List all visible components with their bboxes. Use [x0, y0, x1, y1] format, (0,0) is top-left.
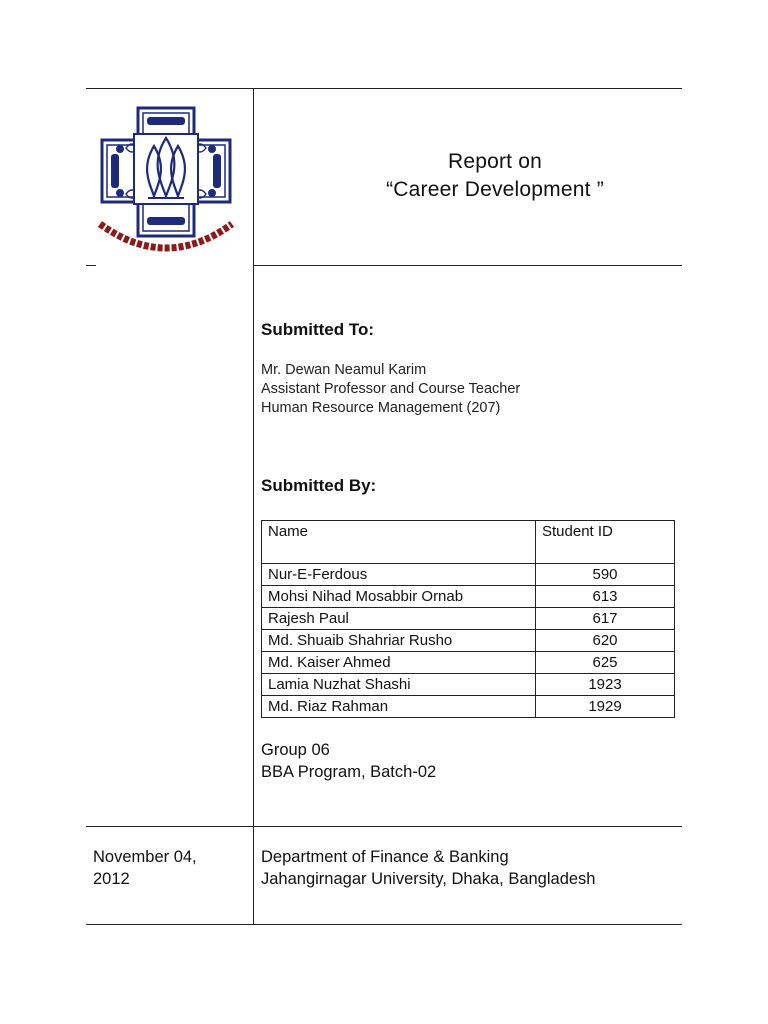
report-title-line1: Report on — [447, 150, 543, 173]
table-row — [262, 630, 675, 652]
student-id: 620 — [536, 630, 675, 652]
student-id: 617 — [536, 608, 675, 630]
name-column-header: Name — [262, 521, 536, 564]
submitted-by-heading: Submitted By: — [261, 476, 377, 495]
table-row — [262, 586, 675, 608]
date-line2: 2012 — [93, 870, 130, 888]
university-logo — [92, 104, 240, 264]
table-row — [262, 564, 675, 586]
student-name: Nur-E-Ferdous — [262, 564, 536, 586]
student-id: 590 — [536, 564, 675, 586]
teacher-name: Mr. Dewan Neamul Karim — [261, 362, 427, 378]
table-row — [262, 652, 675, 674]
student-name: Lamia Nuzhat Shashi — [262, 674, 536, 696]
teacher-position: Assistant Professor and Course Teacher — [261, 381, 521, 397]
department-name: Department of Finance & Banking — [261, 848, 509, 866]
id-column-header: Student ID — [536, 521, 675, 564]
column-divider — [253, 88, 254, 924]
student-name: Md. Shuaib Shahriar Rusho — [262, 630, 536, 652]
group-number: Group 06 — [261, 741, 330, 759]
students-table — [261, 520, 675, 718]
student-id: 1923 — [536, 674, 675, 696]
table-row — [262, 696, 675, 718]
header-divider — [254, 265, 682, 266]
logo-underline-mark — [86, 265, 96, 266]
student-name: Rajesh Paul — [262, 608, 536, 630]
table-row — [262, 674, 675, 696]
footer-divider — [86, 826, 682, 827]
report-title-line2: “Career Development ” — [386, 178, 604, 201]
student-id: 613 — [536, 586, 675, 608]
program-batch: BBA Program, Batch-02 — [261, 763, 437, 781]
submitted-to-heading: Submitted To: — [261, 320, 374, 339]
student-name: Mohsi Nihad Mosabbir Ornab — [262, 586, 536, 608]
course-name: Human Resource Management (207) — [261, 400, 501, 416]
bottom-border — [86, 924, 682, 925]
date-line1: November 04, — [93, 848, 197, 866]
university-address: Jahangirnagar University, Dhaka, Bangladesh — [261, 870, 596, 888]
top-border — [86, 88, 682, 89]
student-id: 625 — [536, 652, 675, 674]
student-name: Md. Kaiser Ahmed — [262, 652, 536, 674]
student-name: Md. Riaz Rahman — [262, 696, 536, 718]
university-seal-icon — [92, 104, 240, 264]
table-header-row — [262, 521, 675, 564]
table-row — [262, 608, 675, 630]
student-id: 1929 — [536, 696, 675, 718]
